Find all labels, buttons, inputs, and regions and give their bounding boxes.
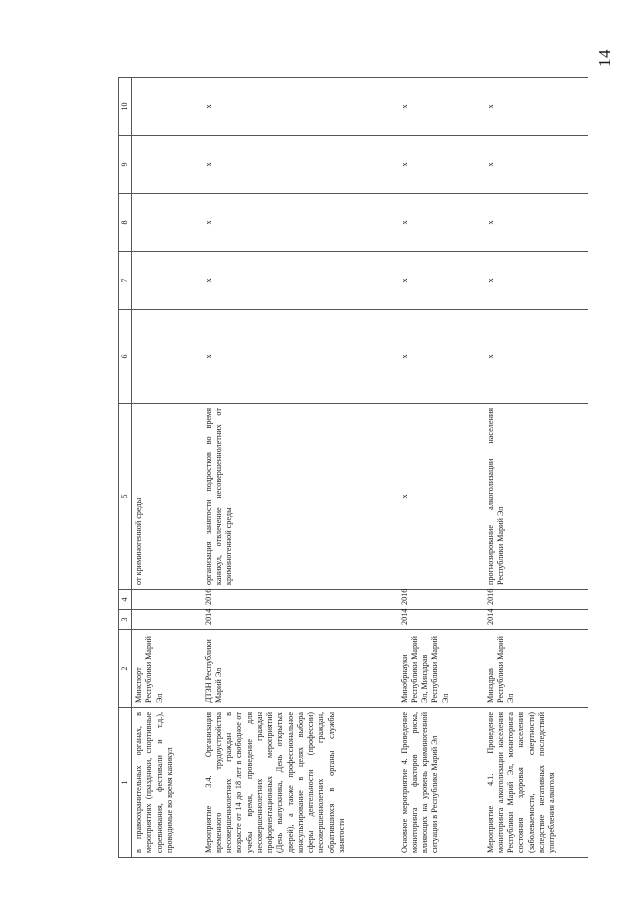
executor-cell: Минздрав Республики Марий Эл <box>478 630 588 708</box>
value-cell <box>132 310 196 404</box>
result-cell: от криминогенной среды <box>132 404 196 590</box>
column-header: 10 <box>119 78 132 136</box>
end-year-cell: 2016 <box>478 590 588 610</box>
measure-cell: Мероприятие 4.1. Проведение мониторинга алкоголизации населения Республики Марий Эл, мониторинга состояния здоровья населения (заболеваемости, смертности) вследствие негативных последствий употребления алкоголя <box>478 708 588 858</box>
column-header: 1 <box>119 708 132 858</box>
value-cell: x <box>196 136 392 194</box>
column-header: 5 <box>119 404 132 590</box>
value-cell <box>132 252 196 310</box>
column-header: 6 <box>119 310 132 404</box>
value-cell: x <box>392 78 478 136</box>
end-year-cell: 2016 <box>392 590 478 610</box>
measure-cell: в правоохранительных органах, в мероприятиях (праздники, спортивные соревнования, фестивали и т.д.), проводимые во время каникул <box>132 708 196 858</box>
value-cell: x <box>478 194 588 252</box>
value-cell: x <box>392 194 478 252</box>
value-cell: x <box>196 310 392 404</box>
column-header: 7 <box>119 252 132 310</box>
value-cell <box>132 78 196 136</box>
executor-cell: ДТЗН Республики Марий Эл <box>196 630 392 708</box>
value-cell: x <box>478 252 588 310</box>
end-year-cell <box>132 590 196 610</box>
value-cell: x <box>478 136 588 194</box>
executor-cell: Минобрнауки Республики Марий Эл, Минздрав Республики Марий Эл <box>392 630 478 708</box>
value-cell: x <box>196 252 392 310</box>
program-table <box>118 77 588 858</box>
start-year-cell <box>132 610 196 630</box>
result-cell: прогнозирование алкоголизации населения Республики Марий Эл <box>478 404 588 590</box>
measure-cell: Основное мероприятие 4. Проведение мониторинга факторов риска, влияющих на уровень криминогенной ситуации в Республике Марий Эл <box>392 708 478 858</box>
rotated-table-container <box>118 78 556 858</box>
result-cell: организация занятости подростков во время каникул, отвлечение несовершеннолетних от криминогенной среды <box>196 404 392 590</box>
start-year-cell: 2014 <box>196 610 392 630</box>
page-number: 14 <box>595 49 614 67</box>
table-row <box>196 78 392 858</box>
executor-cell: Минспорт Республики Марий Эл <box>132 630 196 708</box>
measure-cell: Мероприятие 3.4. Организация временного трудоустройства несовершеннолетних граждан в возрасте от 14 до 18 лет в свободное от учебы время, проведение для несовершеннолетних граждан профориентационных мероприятий (День выпускника, День открытых дверей), а также профессиональное консультирование в целях выбора сферы деятельности (профессии) несовершеннолетних граждан, обратившихся в органы службы занятости <box>196 708 392 858</box>
column-header: 9 <box>119 136 132 194</box>
start-year-cell: 2014 <box>392 610 478 630</box>
column-header: 8 <box>119 194 132 252</box>
value-cell: x <box>392 310 478 404</box>
table-row <box>392 78 478 858</box>
header-row <box>119 78 132 858</box>
result-cell: x <box>392 404 478 590</box>
end-year-cell: 2016 <box>196 590 392 610</box>
value-cell <box>132 136 196 194</box>
value-cell <box>132 194 196 252</box>
value-cell: x <box>392 136 478 194</box>
column-header: 4 <box>119 590 132 610</box>
start-year-cell: 2014 <box>478 610 588 630</box>
table-row <box>478 78 588 858</box>
value-cell: x <box>478 78 588 136</box>
value-cell: x <box>392 252 478 310</box>
column-header: 3 <box>119 610 132 630</box>
value-cell: x <box>478 310 588 404</box>
column-header: 2 <box>119 630 132 708</box>
table-row <box>132 78 196 858</box>
value-cell: x <box>196 194 392 252</box>
value-cell: x <box>196 78 392 136</box>
